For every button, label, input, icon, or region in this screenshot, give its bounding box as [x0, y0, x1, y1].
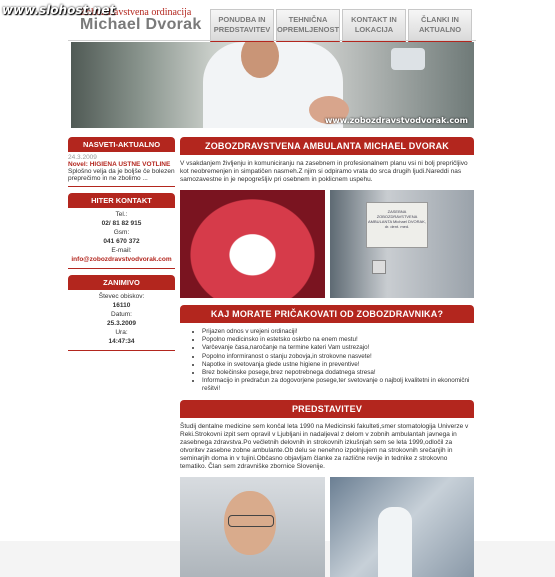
news-prefix: Novel: [68, 161, 88, 168]
date-label: Datum: [111, 311, 132, 318]
news-text: Splošno velja da je boljše če bolezen preprečimo in ne zbolimo ... [68, 168, 175, 182]
tel-label: Tel.: [115, 211, 128, 218]
news-heading: NASVETI-AKTUALNO [68, 137, 175, 152]
time-value: 14:47:34 [108, 338, 135, 345]
email-link[interactable]: info@zobozdravstvodvorak.com [71, 256, 172, 263]
contact-box [68, 208, 175, 269]
portrait-photo [180, 477, 325, 577]
time-label: Ura: [115, 329, 128, 336]
wall-socket [372, 260, 386, 274]
visits-value: 16110 [112, 302, 131, 309]
hero-photo [71, 42, 474, 128]
stats-heading: ZANIMIVO [68, 275, 175, 290]
expect-list [180, 328, 474, 394]
about-text: Študij dentalne medicine sem končal leta 1990 na Medicinski fakulteti,smer stomatologija Univerze v Reki.Strokovni izpit sem opravil v Ljubljani in nadaljeval z delom v zobnih ambulantah javnega in zasebnega zdravstva.Po večletnih delovnih in strokovnih izkušnjah sem se leta 1999,odločil za otvoritev zasebne zobne ambulante.Ob delu se nenehno izpolnjujem na strokovnih srečanjih in seminarjih doma in v tujini.Občasno objavljam članke za različne revije in tednike z strokovno tematiko. Član sem zdravniške zbornice Slovenije. [180, 422, 469, 470]
date-value: 25.3.2009 [107, 320, 136, 327]
hero-url: www.zobozdravstvodvorak.com [324, 116, 468, 125]
list-item: • Varčevanje časa,naročanje na termine kateri Vam ustrezajo! [202, 344, 474, 352]
tel-value: 02/ 81 82 915 [101, 220, 142, 227]
nav-ponudba[interactable]: PONUDBA IN PREDSTAVITEV [210, 9, 274, 42]
nav-kontakt[interactable]: KONTAKT IN LOKACIJA [342, 9, 406, 42]
list-item: • Napotke in svetovanja glede ustne higiene in preventive! [202, 361, 474, 369]
photo-row-2 [180, 477, 474, 577]
list-item: • Brez bolečinske posege,brez nepotrebnega dodatnega stresa! [202, 369, 474, 377]
gsm-value: 041 670 372 [103, 238, 140, 245]
portrait-glasses [228, 515, 274, 527]
list-item: • Popolno medicinsko in estetsko oskrbo na enem mestu! [202, 336, 474, 344]
brand-title[interactable]: Michael Dvorak [80, 16, 202, 33]
brand-subtitle: Zobozdravstvena ordinacija [80, 7, 192, 18]
visits-label: Števec obiskov: [98, 293, 145, 300]
about-heading: PREDSTAVITEV [180, 400, 474, 418]
intro-heading: ZOBOZDRAVSTVENA AMBULANTA MICHAEL DVORAK [180, 137, 474, 155]
gsm-label: Gsm: [113, 229, 130, 236]
expect-heading: KAJ MORATE PRIČAKOVATI OD ZOBOZDRAVNIKA? [180, 305, 474, 323]
nav-tehnicna[interactable]: TEHNIČNA OPREMLJENOST [276, 9, 340, 42]
smile-photo [180, 190, 325, 298]
news-date: 24.3.2009 [68, 154, 97, 161]
list-item: • Informacijo in predračun za dogovorjene posege,ter svetovanje o najbolj kvalitetni in ekonomični rešitvi! [202, 377, 474, 393]
photo-row-1 [180, 190, 474, 298]
intro-text: V vsakdanjem življenju in komuniciranju na zasebnem in profesionalnem planu vsi ni bolj prepričljivo kot neobremenjen in simpatičen nasmeh.Z njim si odpiramo vrata do srca drugih ljudi.Nareddi nas samozavestne in je nepogrešljiv pri osebnem in poklicnem uspehu. [180, 160, 468, 183]
plaque-text: ZASEBNA ZOBOZDRAVSTVENA AMBULANTA Michael DVORAK, dr. dent. med. [368, 209, 426, 229]
main-content [180, 137, 474, 577]
nav-clanki[interactable]: ČLANKI IN AKTUALNO [408, 9, 472, 42]
dentist-at-work [378, 507, 412, 577]
header-divider [68, 40, 476, 41]
sidebar [68, 137, 175, 357]
treatment-photo [330, 477, 474, 577]
list-item: • Popolno informiranost o stanju zobovja,in strokovne nasvete! [202, 353, 474, 361]
main-nav [210, 9, 472, 42]
contact-heading: HITER KONTAKT [68, 193, 175, 208]
list-item: • Prijazen odnos v urejeni ordinaciji! [202, 328, 474, 336]
office-photo [330, 190, 474, 298]
news-title[interactable]: HIGIENA USTNE VOTLINE [89, 161, 171, 168]
stats-box [68, 290, 175, 351]
dental-lamp [391, 48, 425, 70]
news-box [68, 152, 175, 187]
watermark: www.slohost.net [2, 3, 116, 17]
office-plaque [366, 202, 428, 248]
email-label: E-mail: [111, 247, 132, 254]
